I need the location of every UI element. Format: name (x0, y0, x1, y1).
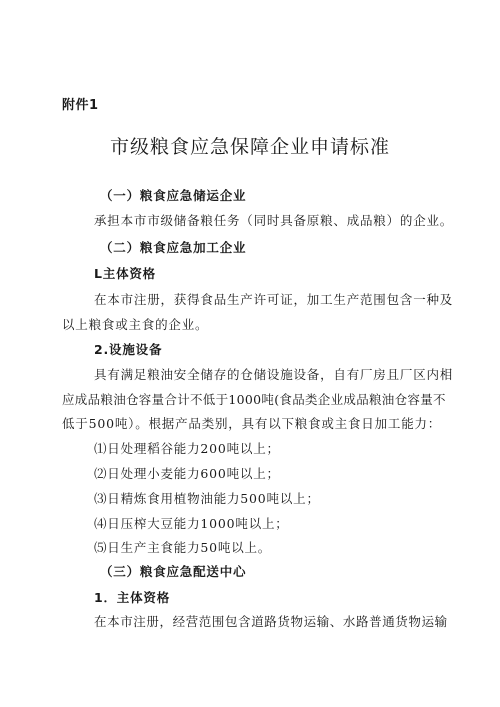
list-item: ⑵日处理小麦能力600吨以上； (94, 466, 280, 481)
list-item: ⑸日生产主食能力50吨以上。 (94, 540, 272, 555)
subheading-qualification: 1．主体资格 (94, 590, 170, 605)
section-heading-processing: （二）粮食应急加工企业 (100, 240, 247, 255)
paragraph-line: 低于500吨）。根据产品类别，具有以下粮食或主食日加工能力： (62, 416, 442, 431)
paragraph-line: 应成品粮油仓容量合计不低于1000吨(食品类企业成品粮油仓容量不 (62, 392, 446, 407)
list-item: ⑶日精炼食用植物油能力500吨以上； (94, 491, 320, 506)
paragraph-line: 在本市注册，经营范围包含道路货物运输、水路普通货物运输 (94, 614, 448, 629)
subheading-qualification: L主体资格 (94, 266, 156, 281)
paragraph-line: 承担本市市级储备粮任务（同时具备原粮、成品粮）的企业。 (94, 213, 454, 228)
paragraph-line: 具有满足粮油安全储存的仓储设施设备，自有厂房且厂区内相 (94, 367, 454, 382)
list-item: ⑷日压榨大豆能力1000吨以上； (94, 516, 289, 531)
paragraph-line: 在本市注册，获得食品生产许可证，加工生产范围包含一种及 (94, 292, 454, 307)
document-title: 市级粮食应急保障企业申请标准 (109, 136, 390, 158)
section-heading-distribution: （三）粮食应急配送中心 (100, 564, 247, 579)
section-heading-storage: （一）粮食应急储运企业 (100, 188, 247, 203)
subheading-facilities: 2.设施设备 (94, 342, 163, 357)
attachment-label: 附件1 (62, 98, 99, 113)
paragraph-line: 以上粮食或主食的企业。 (62, 317, 209, 332)
list-item: ⑴日处理稻谷能力200吨以上； (94, 441, 280, 456)
